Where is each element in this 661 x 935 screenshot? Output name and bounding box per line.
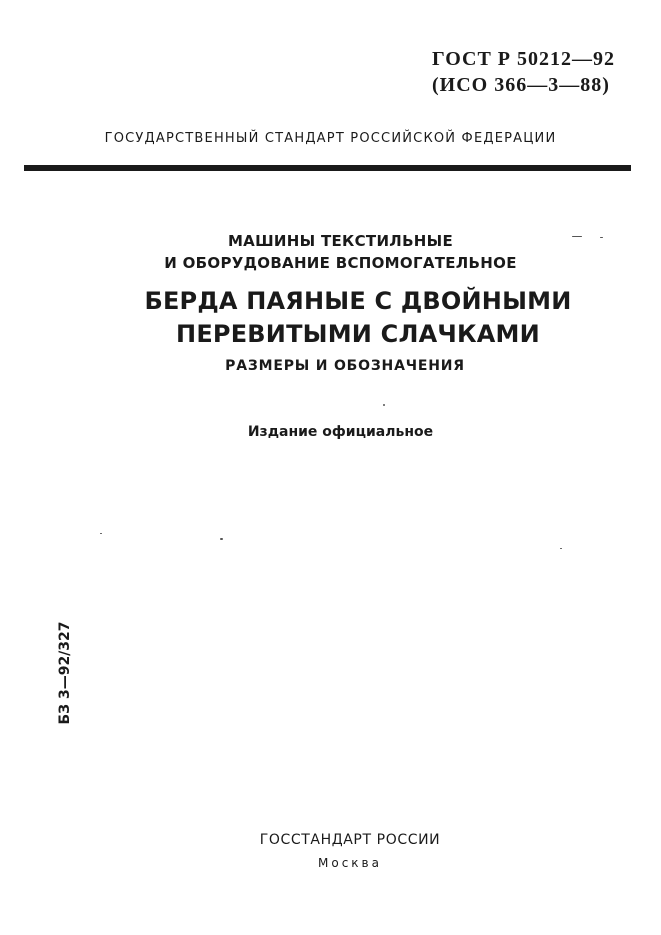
gost-code: ГОСТ Р 50212—92 xyxy=(432,48,616,70)
header-divider xyxy=(24,165,631,171)
category-line-2: И ОБОРУДОВАНИЕ ВСПОМОГАТЕЛЬНОЕ xyxy=(164,254,517,272)
side-code xyxy=(56,608,74,738)
iso-code: (ИСО 366—3—88) xyxy=(432,74,610,96)
scan-speck xyxy=(220,538,223,540)
category-line-1: МАШИНЫ ТЕКСТИЛЬНЫЕ xyxy=(227,232,454,250)
title-line-2: ПЕРЕВИТЫМИ СЛАЧКАМИ xyxy=(176,320,540,348)
category-heading xyxy=(0,230,661,274)
title-line-1: БЕРДА ПАЯНЫЕ С ДВОЙНЫМИ xyxy=(144,287,572,315)
scan-speck xyxy=(100,533,102,534)
scan-speck xyxy=(560,548,562,549)
scan-speck xyxy=(600,237,603,238)
document-subtitle: РАЗМЕРЫ И ОБОЗНАЧЕНИЯ xyxy=(225,358,465,374)
side-code-text: БЗ 3—92/327 xyxy=(57,621,73,725)
document-title xyxy=(0,285,661,351)
scan-speck xyxy=(383,404,385,406)
publisher: ГОССТАНДАРТ РОССИИ xyxy=(259,832,441,848)
scan-speck xyxy=(572,236,582,237)
edition-note: Издание официальное xyxy=(247,424,434,440)
publisher-city: Москва xyxy=(318,856,382,870)
state-standard-heading: ГОСУДАРСТВЕННЫЙ СТАНДАРТ РОССИЙСКОЙ ФЕДЕРАЦИИ xyxy=(104,131,557,146)
